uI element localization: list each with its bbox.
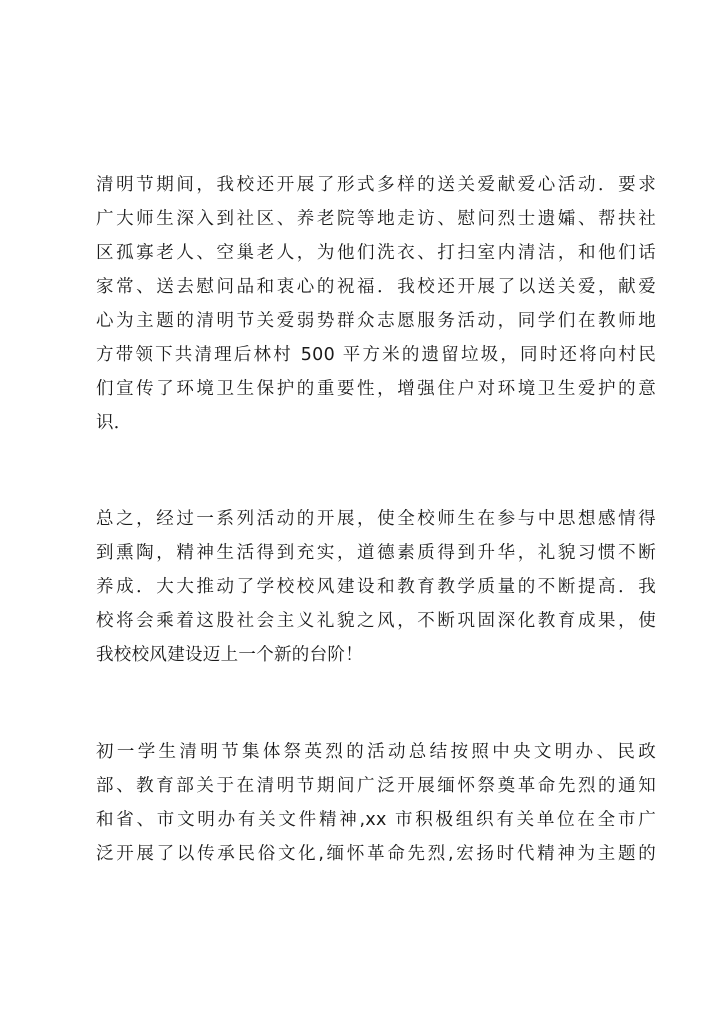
text-line: 们宣传了环境卫生保护的重要性，增强住户对环境卫生爱护的意: [96, 379, 656, 399]
text-line: 总之，经过一系列活动的开展，使全校师生在参与中思想感情得: [96, 509, 656, 529]
paragraph-memorial: [96, 735, 656, 871]
text-line: 区孤寡老人、空巢老人，为他们洗衣、打扫室内清洁，和他们话: [96, 243, 656, 263]
text-line: 养成．大大推动了学校校风建设和教育教学质量的不断提高．我: [96, 577, 656, 597]
text-line: 方带领下共清理后林村 500 平方米的遗留垃圾，同时还将向村民: [96, 345, 656, 365]
text-line: 广大师生深入到社区、养老院等地走访、慰问烈士遗孀、帮扶社: [96, 209, 656, 229]
text-line: 部、教育部关于在清明节期间广泛开展缅怀祭奠革命先烈的通知: [96, 776, 656, 796]
text-line: 校将会乘着这股社会主义礼貌之风，不断巩固深化教育成果，使: [96, 611, 656, 631]
text-line: 和省、市文明办有关文件精神,xx 市积极组织有关单位在全市广: [96, 810, 656, 830]
text-line: 到熏陶，精神生活得到充实，道德素质得到升华，礼貌习惯不断: [96, 543, 656, 563]
text-line: 心为主题的清明节关爱弱势群众志愿服务活动，同学们在教师地: [96, 311, 656, 331]
text-line: 清明节期间，我校还开展了形式多样的送关爱献爱心活动．要求: [96, 175, 656, 195]
text-line: 初一学生清明节集体祭英烈的活动总结按照中央文明办、民政: [96, 742, 656, 762]
text-line: 我校校风建设迈上一个新的台阶！: [96, 645, 363, 665]
text-line: 家常、送去慰问品和衷心的祝福．我校还开展了以送关爱，献爱: [96, 277, 656, 297]
paragraph-summary: [96, 502, 656, 672]
paragraph-activities: [96, 168, 656, 440]
text-line: 泛开展了以传承民俗文化,缅怀革命先烈,宏扬时代精神为主题的: [96, 844, 656, 864]
text-line: 识．: [96, 413, 132, 433]
